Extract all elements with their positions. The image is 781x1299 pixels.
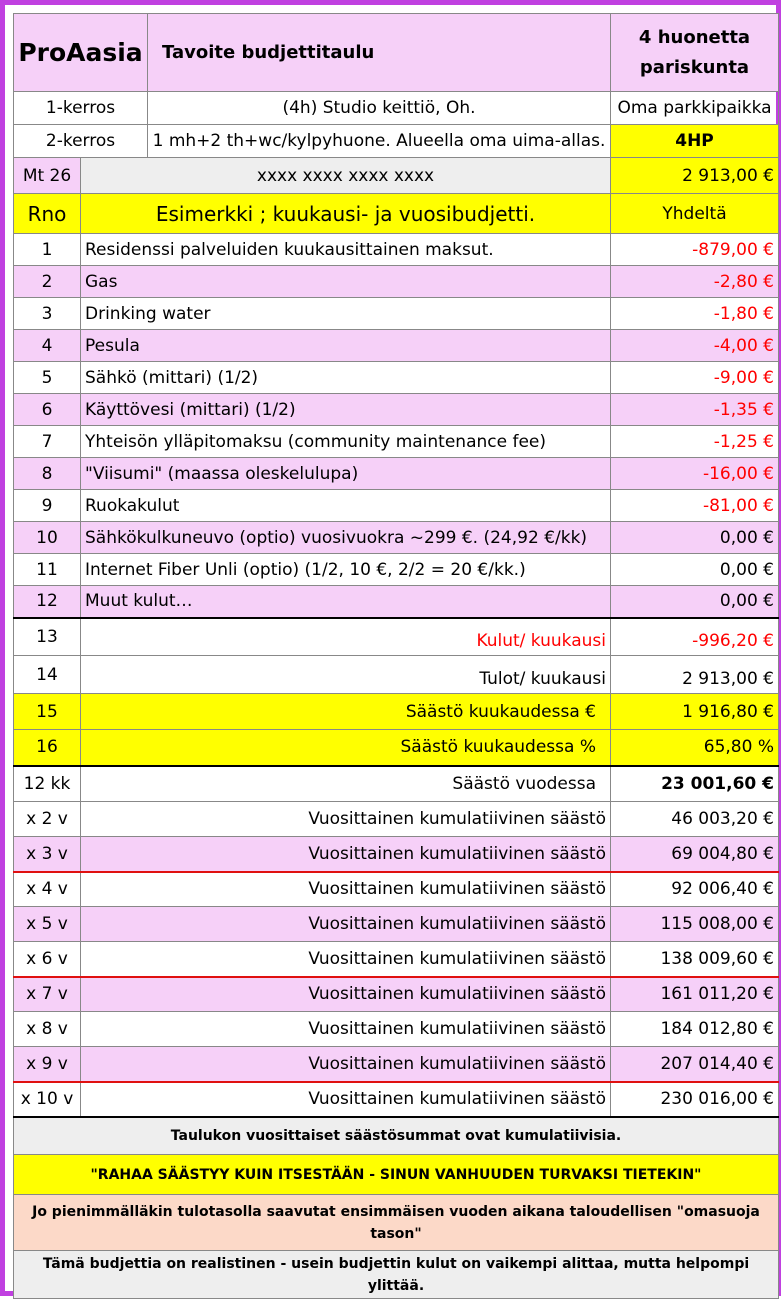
row-no: x 6 v bbox=[14, 942, 81, 977]
row-label: Vuosittainen kumulatiivinen säästö bbox=[81, 1082, 611, 1117]
table-row bbox=[14, 554, 779, 586]
summary-row bbox=[14, 730, 779, 766]
row-amount: 0,00 € bbox=[611, 554, 779, 586]
floor-label: 1-kerros bbox=[14, 92, 148, 125]
row-label: Drinking water bbox=[81, 298, 611, 330]
row-amount: -2,80 € bbox=[611, 266, 779, 298]
table-row bbox=[14, 1082, 779, 1117]
footer-claim: Jo pienimmälläkin tulotasolla saavutat ensimmäisen vuoden aikana taloudellisen "omasuoja tason" bbox=[14, 1195, 779, 1251]
row-amount: 0,00 € bbox=[611, 522, 779, 554]
table-row bbox=[14, 1047, 779, 1082]
summary-row bbox=[14, 618, 779, 656]
row-no: 1 bbox=[14, 234, 81, 266]
row-amount: 92 006,40 € bbox=[611, 872, 779, 907]
row-no: x 5 v bbox=[14, 907, 81, 942]
table-row bbox=[14, 586, 779, 618]
row-label: Vuosittainen kumulatiivinen säästö bbox=[81, 802, 611, 837]
floor-row bbox=[14, 92, 779, 125]
footer-slogan: "RAHAA SÄÄSTYY KUIN ITSESTÄÄN - SINUN VANHUUDEN TURVAKSI TIETEKIN" bbox=[14, 1155, 779, 1195]
table-row bbox=[14, 802, 779, 837]
row-amount: -81,00 € bbox=[611, 490, 779, 522]
row-label: Gas bbox=[81, 266, 611, 298]
row-amount: -16,00 € bbox=[611, 458, 779, 490]
row-amount: -879,00 € bbox=[611, 234, 779, 266]
row-label: Pesula bbox=[81, 330, 611, 362]
row-no: 12 bbox=[14, 586, 81, 618]
income-amount: 2 913,00 € bbox=[611, 158, 779, 194]
table-row bbox=[14, 266, 779, 298]
row-no: 7 bbox=[14, 426, 81, 458]
row-label: Vuosittainen kumulatiivinen säästö bbox=[81, 1012, 611, 1047]
row-no: x 7 v bbox=[14, 977, 81, 1012]
row-label: Vuosittainen kumulatiivinen säästö bbox=[81, 977, 611, 1012]
brand-title: ProAasia bbox=[14, 14, 148, 92]
row-amount: 230 016,00 € bbox=[611, 1082, 779, 1117]
summary-row bbox=[14, 694, 779, 730]
floor-label: 2-kerros bbox=[14, 125, 148, 158]
row-amount: 46 003,20 € bbox=[611, 802, 779, 837]
header-row bbox=[14, 14, 779, 92]
row-no: x 10 v bbox=[14, 1082, 81, 1117]
row-label: "Viisumi" (maassa oleskelulupa) bbox=[81, 458, 611, 490]
masked-account: xxxx xxxx xxxx xxxx bbox=[81, 158, 611, 194]
row-amount: -9,00 € bbox=[611, 362, 779, 394]
row-amount: 207 014,40 € bbox=[611, 1047, 779, 1082]
row-label: Yhteisön ylläpitomaksu (community maintenance fee) bbox=[81, 426, 611, 458]
row-no: x 4 v bbox=[14, 872, 81, 907]
table-row bbox=[14, 522, 779, 554]
row-label: Residenssi palveluiden kuukausittainen maksut. bbox=[81, 234, 611, 266]
table-row bbox=[14, 458, 779, 490]
row-no: x 8 v bbox=[14, 1012, 81, 1047]
row-label: Käyttövesi (mittari) (1/2) bbox=[81, 394, 611, 426]
row-no: x 3 v bbox=[14, 837, 81, 872]
row-no: 14 bbox=[14, 656, 81, 694]
row-no: x 9 v bbox=[14, 1047, 81, 1082]
table-head-row bbox=[14, 194, 779, 234]
footer-disclaimer-row bbox=[14, 1251, 779, 1299]
row-no: 2 bbox=[14, 266, 81, 298]
row-label: Sähkö (mittari) (1/2) bbox=[81, 362, 611, 394]
table-row bbox=[14, 942, 779, 977]
table-row bbox=[14, 837, 779, 872]
row-label: Vuosittainen kumulatiivinen säästö bbox=[81, 907, 611, 942]
table-row bbox=[14, 330, 779, 362]
table-row bbox=[14, 490, 779, 522]
footer-note-row bbox=[14, 1117, 779, 1155]
year-total-amount: 23 001,60 € bbox=[611, 766, 779, 802]
summary-label: Tulot/ kuukausi bbox=[81, 656, 611, 694]
row-no: 12 kk bbox=[14, 766, 81, 802]
summary-label: Kulut/ kuukausi bbox=[81, 618, 611, 656]
row-no: 13 bbox=[14, 618, 81, 656]
row-no: 15 bbox=[14, 694, 81, 730]
table-row bbox=[14, 977, 779, 1012]
floor-extra-badge: 4HP bbox=[611, 125, 779, 158]
row-no: 11 bbox=[14, 554, 81, 586]
row-amount: -1,35 € bbox=[611, 394, 779, 426]
floor-row bbox=[14, 125, 779, 158]
income-row bbox=[14, 158, 779, 194]
table-row bbox=[14, 907, 779, 942]
row-label: Sähkökulkuneuvo (optio) vuosivuokra ~299 €. (24,92 €/kk) bbox=[81, 522, 611, 554]
row-no: 4 bbox=[14, 330, 81, 362]
row-no: 9 bbox=[14, 490, 81, 522]
floor-desc: (4h) Studio keittiö, Oh. bbox=[148, 92, 611, 125]
summary-label: Säästö kuukaudessa € bbox=[81, 694, 611, 730]
year-total-label: Säästö vuodessa bbox=[81, 766, 611, 802]
summary-amount: 2 913,00 € bbox=[611, 656, 779, 694]
row-amount: 0,00 € bbox=[611, 586, 779, 618]
footer-claim-row bbox=[14, 1195, 779, 1251]
row-label: Vuosittainen kumulatiivinen säästö bbox=[81, 837, 611, 872]
row-label: Vuosittainen kumulatiivinen säästö bbox=[81, 872, 611, 907]
floor-desc: 1 mh+2 th+wc/kylpyhuone. Alueella oma uima-allas. bbox=[148, 125, 611, 158]
income-label: Mt 26 bbox=[14, 158, 81, 194]
table-row bbox=[14, 362, 779, 394]
budget-table bbox=[13, 13, 779, 1299]
row-label: Vuosittainen kumulatiivinen säästö bbox=[81, 942, 611, 977]
apartment-type bbox=[611, 14, 779, 92]
table-row bbox=[14, 1012, 779, 1047]
summary-row bbox=[14, 656, 779, 694]
table-row bbox=[14, 298, 779, 330]
row-no: 16 bbox=[14, 730, 81, 766]
row-label: Muut kulut… bbox=[81, 586, 611, 618]
table-title: Esimerkki ; kuukausi- ja vuosibudjetti. bbox=[81, 194, 611, 234]
summary-label: Säästö kuukaudessa % bbox=[81, 730, 611, 766]
row-amount: -1,80 € bbox=[611, 298, 779, 330]
summary-amount: -996,20 € bbox=[611, 618, 779, 656]
page-subtitle: Tavoite budjettitaulu bbox=[148, 14, 611, 92]
row-amount: 161 011,20 € bbox=[611, 977, 779, 1012]
row-amount: 115 008,00 € bbox=[611, 907, 779, 942]
row-amount: 184 012,80 € bbox=[611, 1012, 779, 1047]
row-no: 3 bbox=[14, 298, 81, 330]
row-amount: -4,00 € bbox=[611, 330, 779, 362]
footer-slogan-row bbox=[14, 1155, 779, 1195]
row-amount: 69 004,80 € bbox=[611, 837, 779, 872]
row-amount: -1,25 € bbox=[611, 426, 779, 458]
row-no: 8 bbox=[14, 458, 81, 490]
row-no: 10 bbox=[14, 522, 81, 554]
table-row bbox=[14, 234, 779, 266]
summary-amount: 1 916,80 € bbox=[611, 694, 779, 730]
apartment-line-1: 4 huonetta bbox=[638, 26, 751, 48]
col-total-header: Yhdeltä bbox=[611, 194, 779, 234]
row-no: 6 bbox=[14, 394, 81, 426]
row-label: Vuosittainen kumulatiivinen säästö bbox=[81, 1047, 611, 1082]
table-row bbox=[14, 872, 779, 907]
summary-amount: 65,80 % bbox=[611, 730, 779, 766]
table-row bbox=[14, 394, 779, 426]
apartment-line-2: pariskunta bbox=[639, 56, 750, 78]
year-total-row bbox=[14, 766, 779, 802]
floor-extra: Oma parkkipaikka bbox=[611, 92, 779, 125]
row-label: Internet Fiber Unli (optio) (1/2, 10 €, 2/2 = 20 €/kk.) bbox=[81, 554, 611, 586]
row-no: 5 bbox=[14, 362, 81, 394]
row-label: Ruokakulut bbox=[81, 490, 611, 522]
col-no-header: Rno bbox=[14, 194, 81, 234]
footer-disclaimer: Tämä budjettia on realistinen - usein budjettin kulut on vaikempi alittaa, mutta helpompi ylittää. bbox=[14, 1251, 779, 1299]
row-amount: 138 009,60 € bbox=[611, 942, 779, 977]
row-no: x 2 v bbox=[14, 802, 81, 837]
table-row bbox=[14, 426, 779, 458]
footer-note: Taulukon vuosittaiset säästösummat ovat kumulatiivisia. bbox=[14, 1117, 779, 1155]
